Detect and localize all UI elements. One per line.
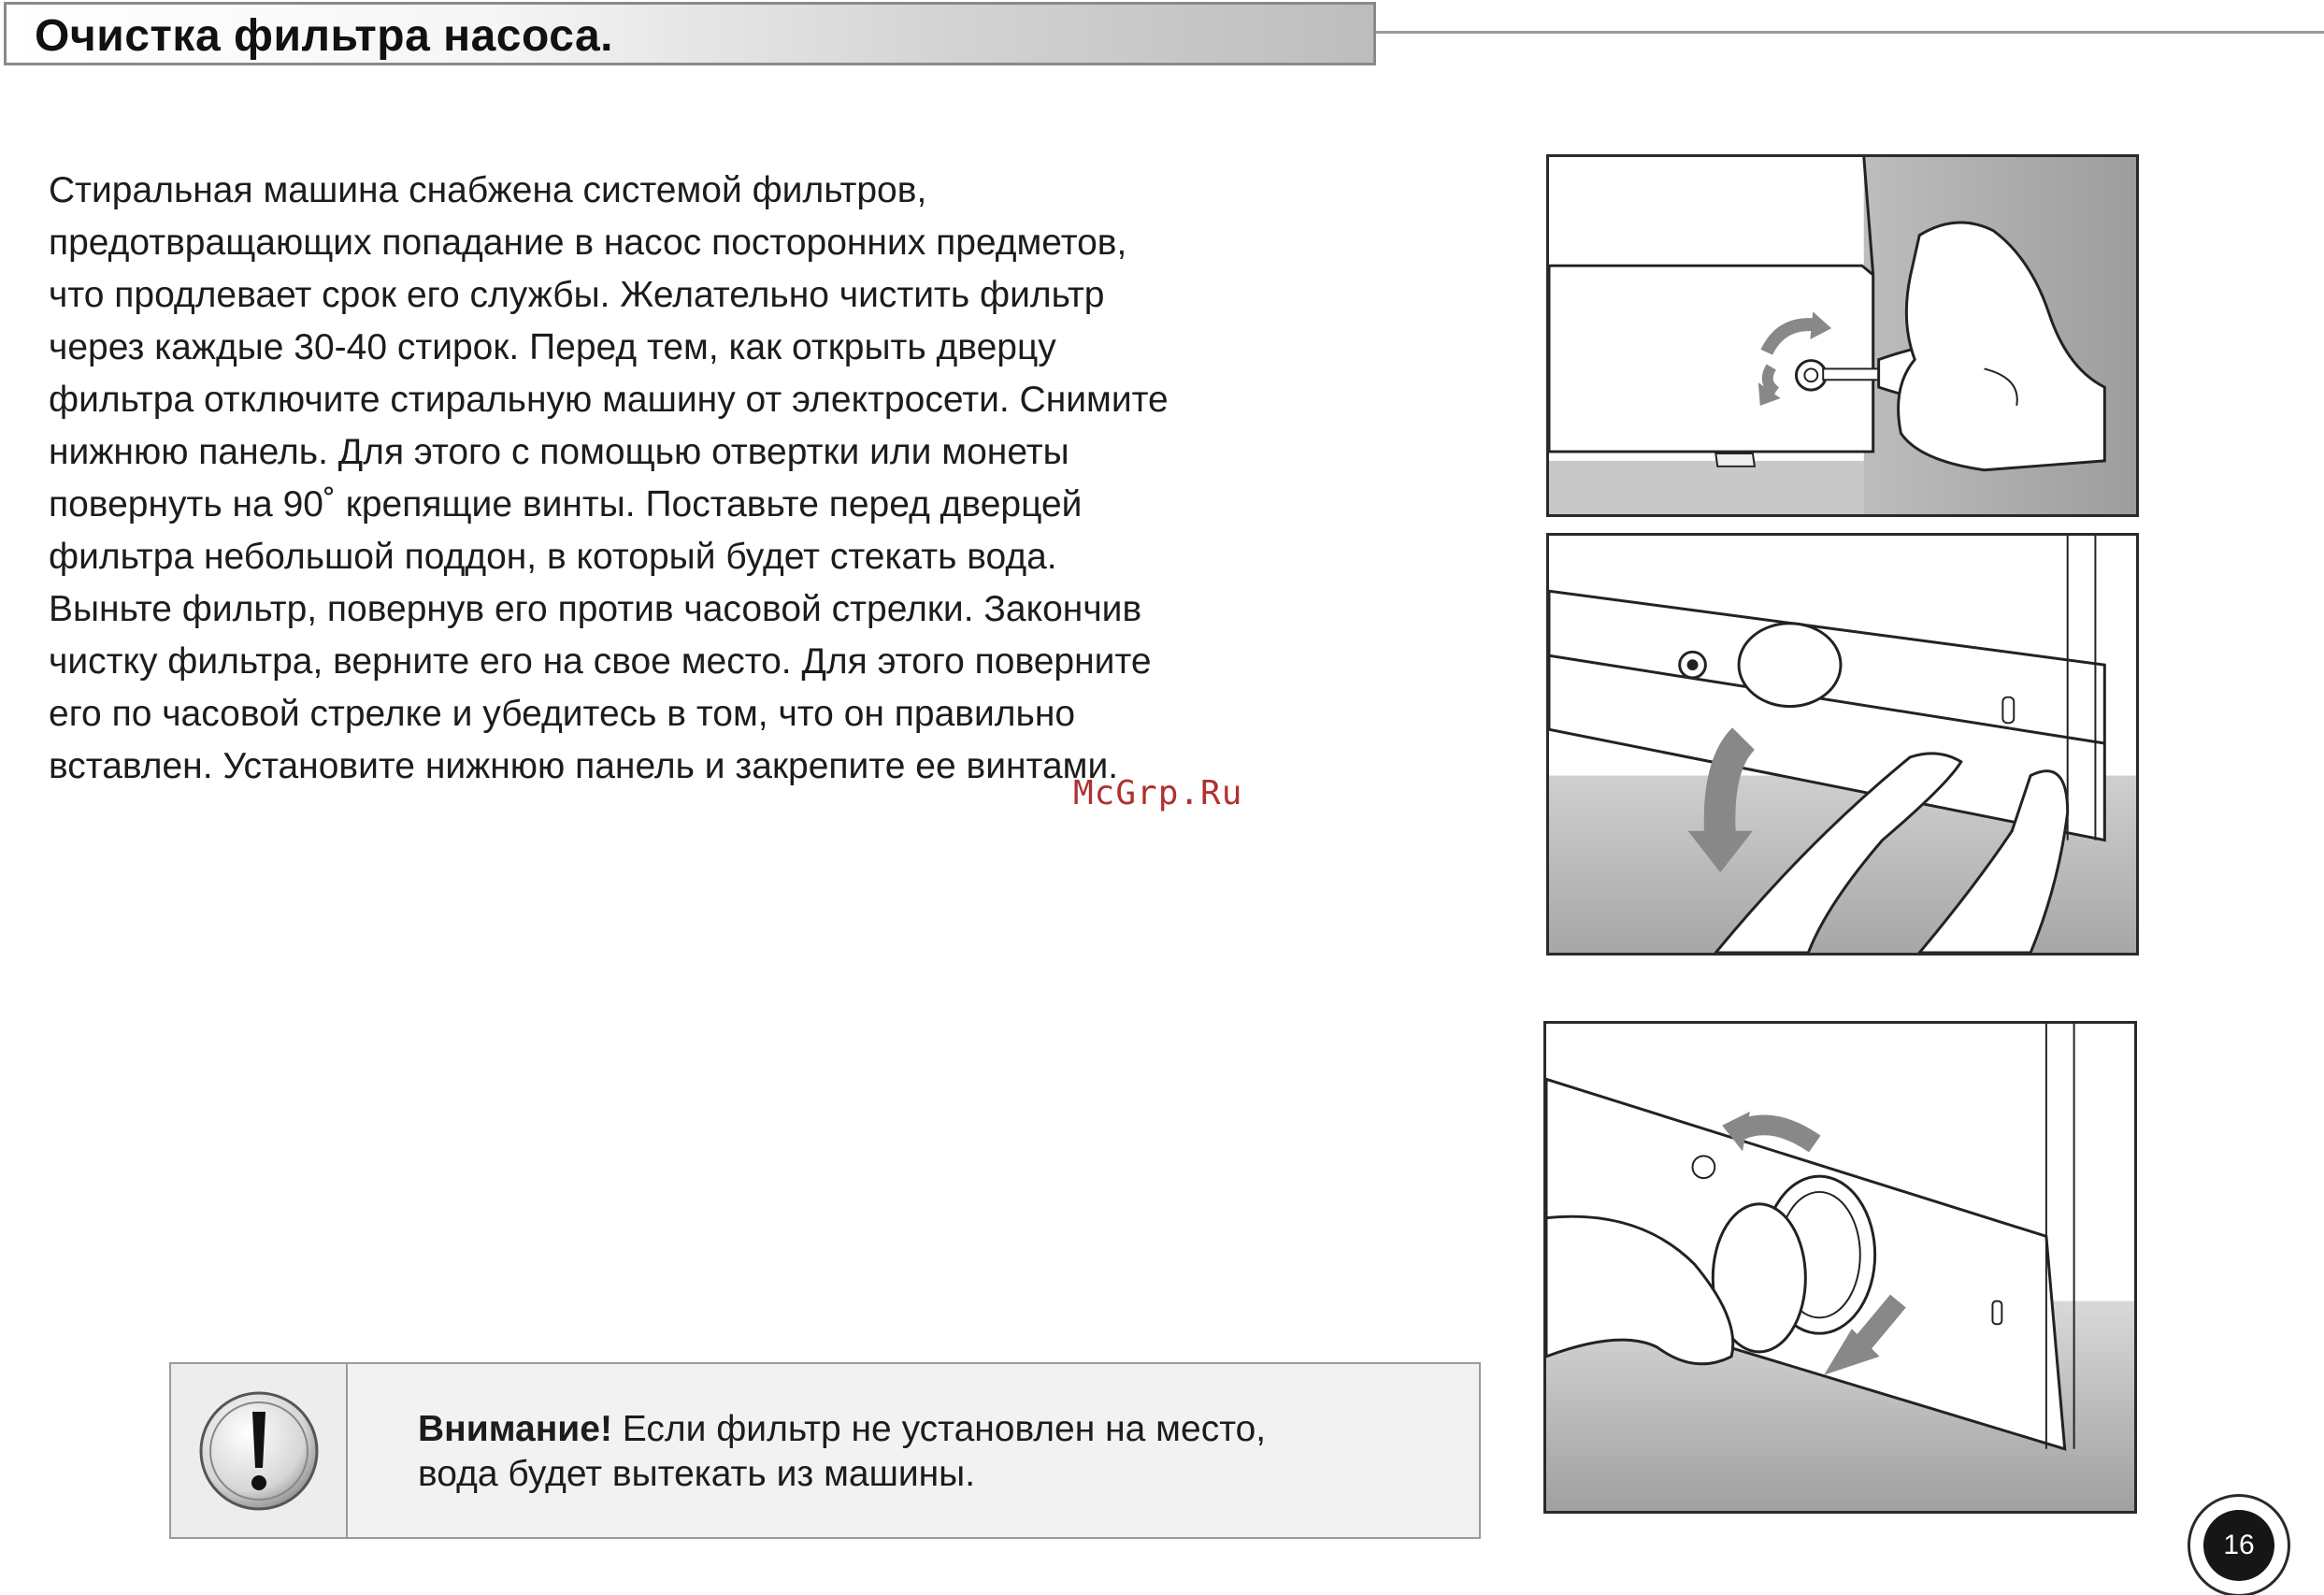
body-line: через каждые 30-40 стирок. Перед тем, как открыть дверцу xyxy=(49,327,1056,367)
illustration-remove-panel xyxy=(1546,533,2139,956)
warning-icon-cell xyxy=(171,1364,348,1537)
illustration-remove-filter xyxy=(1543,1021,2137,1514)
header-bar xyxy=(4,2,1376,65)
header-rule xyxy=(1376,31,2324,34)
body-line: Стиральная машина снабжена системой фильтров, xyxy=(49,170,927,210)
body-line: чистку фильтра, верните его на свое место. Для этого поверните xyxy=(49,641,1152,682)
warning-label: Внимание! xyxy=(418,1409,612,1449)
page-number: 16 xyxy=(2203,1510,2274,1581)
warning-text xyxy=(418,1407,1266,1497)
body-line: его по часовой стрелке и убедитесь в том, что он правильно xyxy=(49,694,1076,734)
exclamation-icon xyxy=(197,1389,321,1513)
warning-message: Если фильтр не установлен на место, xyxy=(611,1409,1267,1449)
watermark: McGrp.Ru xyxy=(1073,774,1243,812)
page-title: Очистка фильтра насоса. xyxy=(35,11,613,61)
body-line: вставлен. Установите нижнюю панель и закрепите ее винтами. xyxy=(49,746,1119,786)
body-line: Выньте фильтр, повернув его против часовой стрелки. Закончив xyxy=(49,589,1142,629)
body-line: что продлевает срок его службы. Желательно чистить фильтр xyxy=(49,275,1105,315)
body-line: повернуть на 90˚ крепящие винты. Поставьте перед дверцей xyxy=(49,484,1083,524)
body-line: фильтра отключите стиральную машину от электросети. Снимите xyxy=(49,380,1169,420)
illustration-unscrew-panel xyxy=(1546,154,2139,517)
warning-message-line2: вода будет вытекать из машины. xyxy=(418,1454,976,1494)
warning-box xyxy=(169,1362,1481,1539)
body-text xyxy=(49,165,1292,793)
body-line: предотвращающих попадание в насос посторонних предметов, xyxy=(49,223,1127,263)
body-line: нижнюю панель. Для этого с помощью отвертки или монеты xyxy=(49,432,1069,472)
body-line: фильтра небольшой поддон, в который будет стекать вода. xyxy=(49,537,1057,577)
page-number-badge xyxy=(2188,1494,2290,1595)
